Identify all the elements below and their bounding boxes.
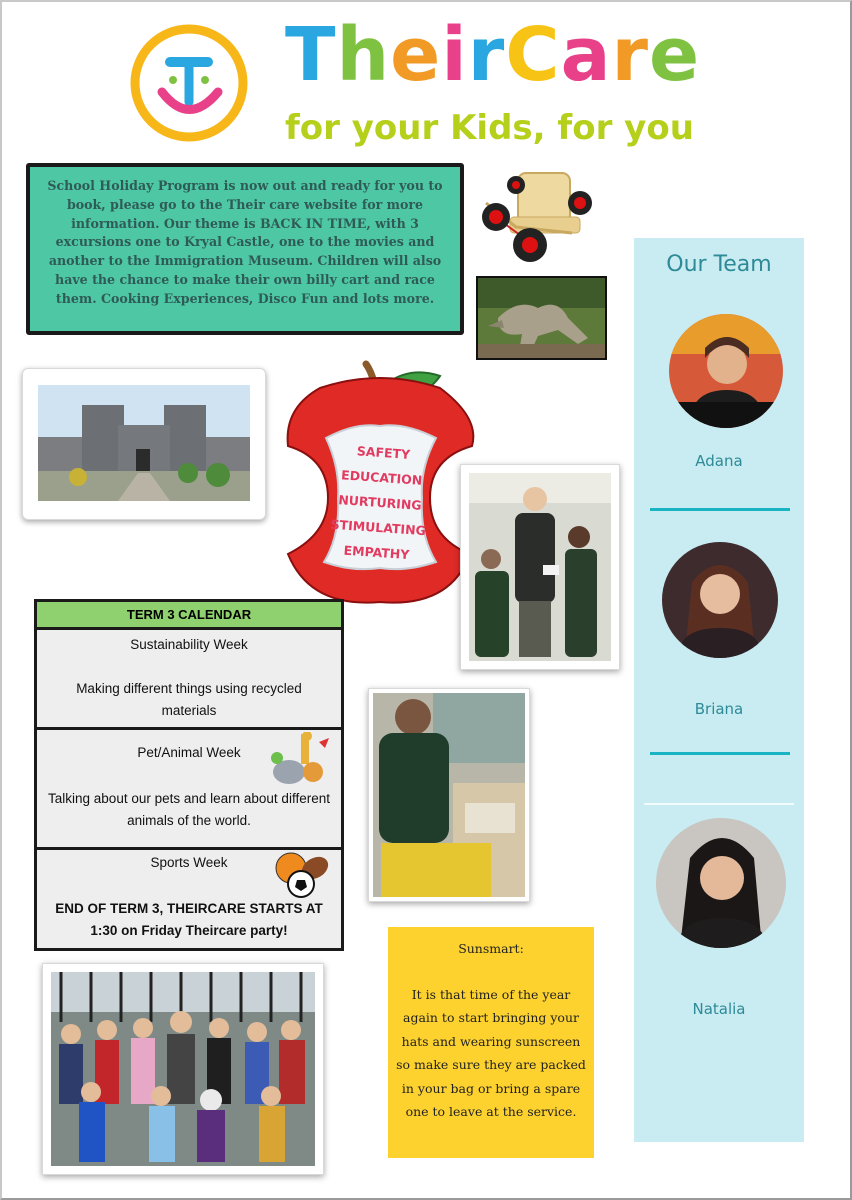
holiday-program-notice <box>26 163 464 335</box>
team-member-photo <box>656 818 786 948</box>
kryal-castle-photo <box>38 385 250 501</box>
dress-up-photo-frame <box>42 963 324 1175</box>
apple-value-word: EDUCATION <box>340 467 423 488</box>
calendar-row <box>37 730 341 850</box>
calendar-row-heading: Sustainability Week <box>130 637 248 652</box>
apple-value-word: EMPATHY <box>343 542 410 563</box>
apple-value-word: NURTURING <box>337 492 423 513</box>
brand-letter: C <box>505 12 561 98</box>
boy-craft-photo <box>373 693 525 897</box>
sunsmart-title: Sunsmart: <box>458 941 524 956</box>
dinosaur-photo <box>476 276 607 360</box>
brand-letter: a <box>560 12 612 98</box>
dress-up-group-photo <box>51 972 315 1166</box>
calendar-row-text: Talking about our pets and learn about different animals of the world. <box>48 791 330 828</box>
team-divider <box>650 752 790 755</box>
sunsmart-text: It is that time of the year again to start bringing your hats and wearing sunscreen so make sure they are packed in your bag or bring a spare one to leave at the service. <box>396 986 586 1119</box>
staff-photo-frame <box>460 464 620 670</box>
holiday-program-text: School Holiday Program is now out and ready for you to book, please go to the Their care website for more information. Our theme is BACK IN TIME, with 3 excursions one to Kryal Castle, one to the movies and another to the Immigration Museum. Children will also have the chance to make their own billy cart and race them. Cooking Experiences, Disco Fun and lots more. <box>47 178 443 306</box>
team-title: Our Team <box>666 252 772 277</box>
apple-value-word: SAFETY <box>356 443 411 462</box>
team-divider <box>650 508 790 511</box>
brand-letter: e <box>390 12 442 98</box>
avatar <box>669 314 783 428</box>
brand-letter: r <box>611 12 649 98</box>
calendar-row-text: Making different things using recycled materials <box>76 681 302 718</box>
calendar-row-heading: Pet/Animal Week <box>137 745 241 760</box>
animals-icon <box>267 732 333 788</box>
brand-letter: i <box>441 12 468 98</box>
apple-values <box>296 435 464 571</box>
brand-letter: e <box>649 12 701 98</box>
staff-group-photo <box>469 473 611 661</box>
calendar-row <box>37 630 341 730</box>
team-member-name: Natalia <box>692 1000 746 1018</box>
theircare-logo-icon <box>128 22 250 144</box>
avatar <box>662 542 778 658</box>
team-member-photo <box>662 542 778 658</box>
team-panel <box>634 238 804 1142</box>
brand-letter: h <box>336 12 391 98</box>
avatar <box>656 818 786 948</box>
team-member-name: Adana <box>695 452 743 470</box>
team-member-photo <box>669 314 783 428</box>
tagline: for your Kids, for you <box>285 108 694 148</box>
craft-photo-frame <box>368 688 530 902</box>
calendar-row-text: END OF TERM 3, THEIRCARE STARTS AT 1:30 on Friday Theircare party! <box>55 901 323 938</box>
brand-name <box>285 12 701 98</box>
team-divider <box>644 803 794 805</box>
brand-letter: r <box>467 12 506 98</box>
apple-value-word: STIMULATING <box>330 516 427 539</box>
sports-balls-icon <box>273 850 333 898</box>
calendar-row <box>37 850 341 948</box>
sunsmart-notice <box>388 927 594 1158</box>
brand-letter: T <box>285 12 337 98</box>
castle-photo-frame <box>22 368 266 520</box>
calendar-title: TERM 3 CALENDAR <box>37 602 341 630</box>
team-member-name: Briana <box>694 700 744 718</box>
billy-cart-photo <box>476 163 596 267</box>
calendar-row-heading: Sports Week <box>150 855 228 870</box>
term-calendar <box>34 599 344 951</box>
